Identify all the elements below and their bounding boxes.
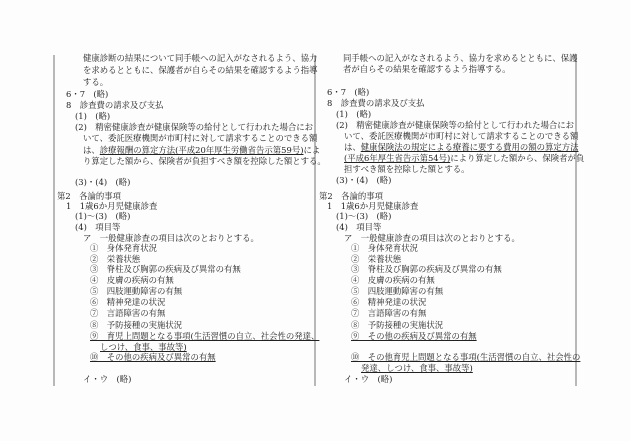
item-1-3: (1)～(3) (略) bbox=[75, 211, 131, 221]
list-item: ③ 脊柱及び胸郭の疾病及び異常の有無 bbox=[351, 264, 502, 274]
text-line bbox=[344, 142, 579, 153]
subitem-a: ア 一般健康診査の項目は次のとおりとする。 bbox=[83, 233, 259, 243]
section-6-7: 6・7 (略) bbox=[66, 89, 109, 99]
chapter-heading: 第2 各論的事項 bbox=[319, 191, 383, 201]
list-item-amended: ⑩ その他の疾病及び異常の有無 bbox=[90, 352, 216, 362]
item-1: (1) (略) bbox=[75, 111, 111, 121]
right-border bbox=[575, 55, 577, 386]
text-line: する。 bbox=[83, 77, 109, 87]
list-item: ④ 皮膚の疾病の有無 bbox=[90, 275, 174, 285]
text-line: 担すべき額を控除した額とする。 bbox=[344, 164, 470, 174]
list-item: ④ 皮膚の疾病の有無 bbox=[351, 275, 435, 285]
list-item: ② 栄養状態 bbox=[90, 254, 141, 264]
amended-text: 診療報酬の算定方法(平成20年厚生労働省告示第59号) bbox=[99, 145, 304, 155]
list-item-amended: しつけ、食事、事故等) bbox=[100, 342, 187, 352]
left-border bbox=[53, 55, 55, 386]
list-item-amended: ⑨ その他の疾病及び異常の有無 bbox=[351, 331, 477, 341]
text-line bbox=[344, 153, 584, 164]
list-item: ⑦ 言語障害の有無 bbox=[90, 308, 166, 318]
text-line: り算定した額から、保険者が負担すべき額を控除した額とする。 bbox=[83, 156, 326, 166]
section-6-7: 6・7 (略) bbox=[327, 87, 370, 97]
section-heading: 1 1歳6か月児健康診査 bbox=[66, 201, 158, 211]
text: によ bbox=[303, 145, 321, 155]
text-line: いて、委託医療機関が市町村に対して請求することのできる額 bbox=[344, 131, 579, 141]
list-item-amended: 発達、しつけ、食事、事故等) bbox=[361, 363, 473, 373]
text-line: 者が自らその結果を確認するよう指導する。 bbox=[343, 64, 511, 74]
list-item-amended: ⑨ 育児上問題となる事項(生活習慣の自立、社会性の発達、 bbox=[90, 331, 320, 341]
chapter-heading: 第2 各論的事項 bbox=[57, 191, 121, 201]
subitem-i-u: イ・ウ (略) bbox=[344, 374, 393, 384]
list-item: ⑤ 四肢運動障害の有無 bbox=[351, 286, 444, 296]
amended-text: 健康保険法の規定による療養に要する費用の額の算定方法 bbox=[360, 142, 579, 152]
text: は、 bbox=[344, 142, 361, 152]
list-item: ① 身体発育状況 bbox=[90, 243, 157, 253]
list-item: ① 身体発育状況 bbox=[351, 243, 418, 253]
list-item: ⑥ 精神発達の状況 bbox=[90, 297, 166, 307]
text: は、 bbox=[83, 145, 100, 155]
list-item: ⑧ 予防接種の実施状況 bbox=[90, 320, 183, 330]
item-4: (4) 項目等 bbox=[336, 222, 382, 232]
item-3-4: (3)・(4) (略) bbox=[336, 175, 392, 185]
text-line: を求めるとともに、保護者が自らその結果を確認するよう指導 bbox=[83, 65, 318, 75]
list-item: ⑧ 予防接種の実施状況 bbox=[351, 320, 444, 330]
subitem-a: ア 一般健康診査の項目は次のとおりとする。 bbox=[344, 233, 520, 243]
list-item: ② 栄養状態 bbox=[351, 254, 402, 264]
text-line bbox=[83, 145, 320, 156]
list-item-amended: ⑩ その他育児上問題となる事項(生活習慣の自立、社会性の bbox=[351, 352, 581, 362]
list-item: ⑤ 四肢運動障害の有無 bbox=[90, 286, 183, 296]
item-2: (2) 精密健康診査が健康保険等の給付として行われた場合にお bbox=[75, 122, 313, 132]
item-1: (1) (略) bbox=[336, 109, 372, 119]
list-item: ③ 脊柱及び胸郭の疾病及び異常の有無 bbox=[90, 264, 241, 274]
section-8-heading: 8 診査費の請求及び支払 bbox=[66, 100, 164, 110]
text-line: いて、委託医療機関が市町村に対して請求することのできる額 bbox=[83, 133, 318, 143]
text: により算定した額から、保険者が負 bbox=[450, 153, 585, 163]
item-1-3: (1)～(3) (略) bbox=[336, 211, 392, 221]
text-line: 健康診断の結果について同手帳への記入がなされるよう、協力 bbox=[83, 53, 318, 63]
subitem-i-u: イ・ウ (略) bbox=[83, 374, 132, 384]
text-line: 同手帳への記入がなされるよう、協力を求めるとともに、保護 bbox=[343, 53, 578, 63]
list-item: ⑥ 精神発達の状況 bbox=[351, 297, 427, 307]
section-8-heading: 8 診査費の請求及び支払 bbox=[327, 98, 425, 108]
list-item: ⑦ 言語障害の有無 bbox=[351, 308, 427, 318]
item-4: (4) 項目等 bbox=[75, 222, 121, 232]
section-heading: 1 1歳6か月児健康診査 bbox=[327, 201, 419, 211]
item-2: (2) 精密健康診査が健康保険等の給付として行われた場合にお bbox=[336, 120, 574, 130]
amended-text: (平成6年厚生省告示第54号) bbox=[344, 153, 451, 163]
item-3-4: (3)・(4) (略) bbox=[75, 177, 131, 187]
